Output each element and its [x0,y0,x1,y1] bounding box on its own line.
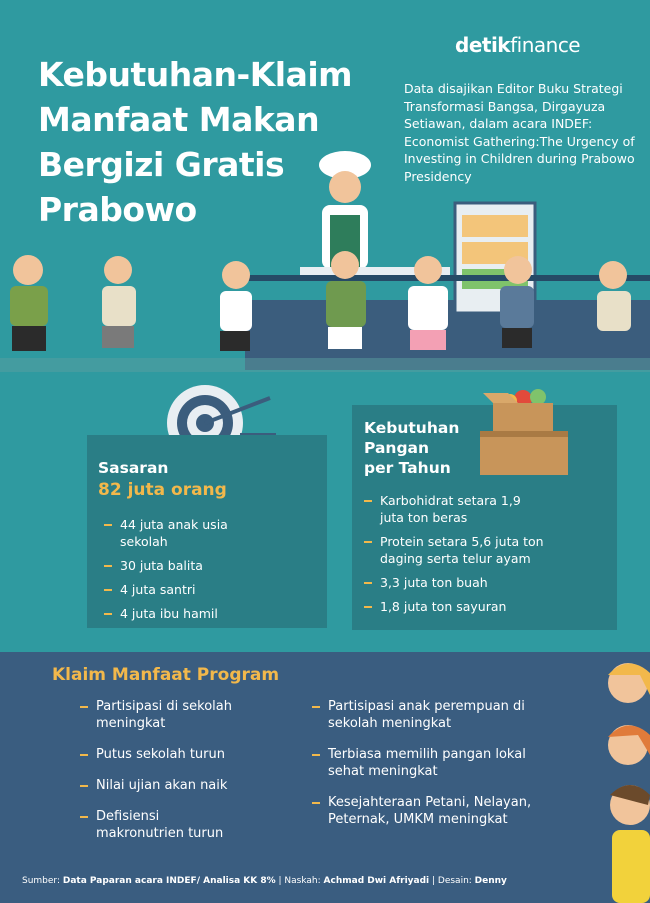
sasaran-heading: Sasaran [98,459,169,477]
children-illustration [598,655,650,903]
brand-part-2: finance [510,33,581,57]
klaim-item: Kesejahteraan Petani, Nelayan, Peternak, UMKM meningkat [312,794,553,828]
klaim-item: Partisipasi di sekolah meningkat [80,698,246,732]
kebutuhan-list [364,492,564,622]
footer-sumber-label: Sumber: [22,876,63,886]
brand-part-1: detik [455,33,511,57]
sasaran-total: 82 juta orang [98,480,227,500]
footer-desain-label: | Desain: [429,876,475,886]
klaim-right-list [312,698,552,835]
klaim-item: Defisiensi makronutrien turun [80,808,246,842]
klaim-item: Terbiasa memilih pangan lokal sehat meningkat [312,746,528,780]
klaim-left-list [80,698,270,849]
kebutuhan-item: Karbohidrat setara 1,9 juta ton beras [364,492,530,526]
klaim-item: Putus sekolah turun [80,746,270,763]
footer-naskah: Achmad Dwi Afriyadi [323,876,430,886]
intro-text: Data disajikan Editor Buku Strategi Transformasi Bangsa, Dirgayuza Setiawan, dalam acara INDEF: Economist Gathering:The Urgency of Investing in Children during Prabowo Presidency [404,81,635,184]
kebutuhan-item: 1,8 juta ton sayuran [364,598,564,615]
title-line-2: Manfaat Makan [38,100,320,139]
sasaran-list [104,516,304,629]
sasaran-item: 4 juta ibu hamil [104,605,304,622]
kebutuhan-heading [364,418,459,478]
footer-naskah-label: | Naskah: [275,876,324,886]
brand-logo [455,33,580,57]
sasaran-item: 44 juta anak usia sekolah [104,516,250,550]
food-box-icon [478,385,578,480]
klaim-item: Partisipasi anak perempuan di sekolah meningkat [312,698,538,732]
klaim-item: Nilai ujian akan naik [80,777,270,794]
footer-desain: Denny [474,876,507,886]
sasaran-item: 4 juta santri [104,581,304,598]
title-line-4: Prabowo [38,190,197,229]
klaim-heading: Klaim Manfaat Program [52,665,280,685]
footer-sumber: Data Paparan acara INDEF/ Analisa KK 8% [62,876,276,886]
kebutuhan-heading-line-1: Kebutuhan [364,419,460,437]
title-line-1: Kebutuhan-Klaim [38,55,353,94]
kebutuhan-item: 3,3 juta ton buah [364,574,564,591]
sasaran-item: 30 juta balita [104,557,304,574]
cafeteria-illustration [0,145,650,385]
footer-credits [22,876,507,886]
kebutuhan-heading-line-2: Pangan [364,439,430,457]
title-line-3: Bergizi Gratis [38,145,285,184]
kebutuhan-item: Protein setara 5,6 juta ton daging serta telur ayam [364,533,570,567]
kebutuhan-heading-line-3: per Tahun [364,459,451,477]
